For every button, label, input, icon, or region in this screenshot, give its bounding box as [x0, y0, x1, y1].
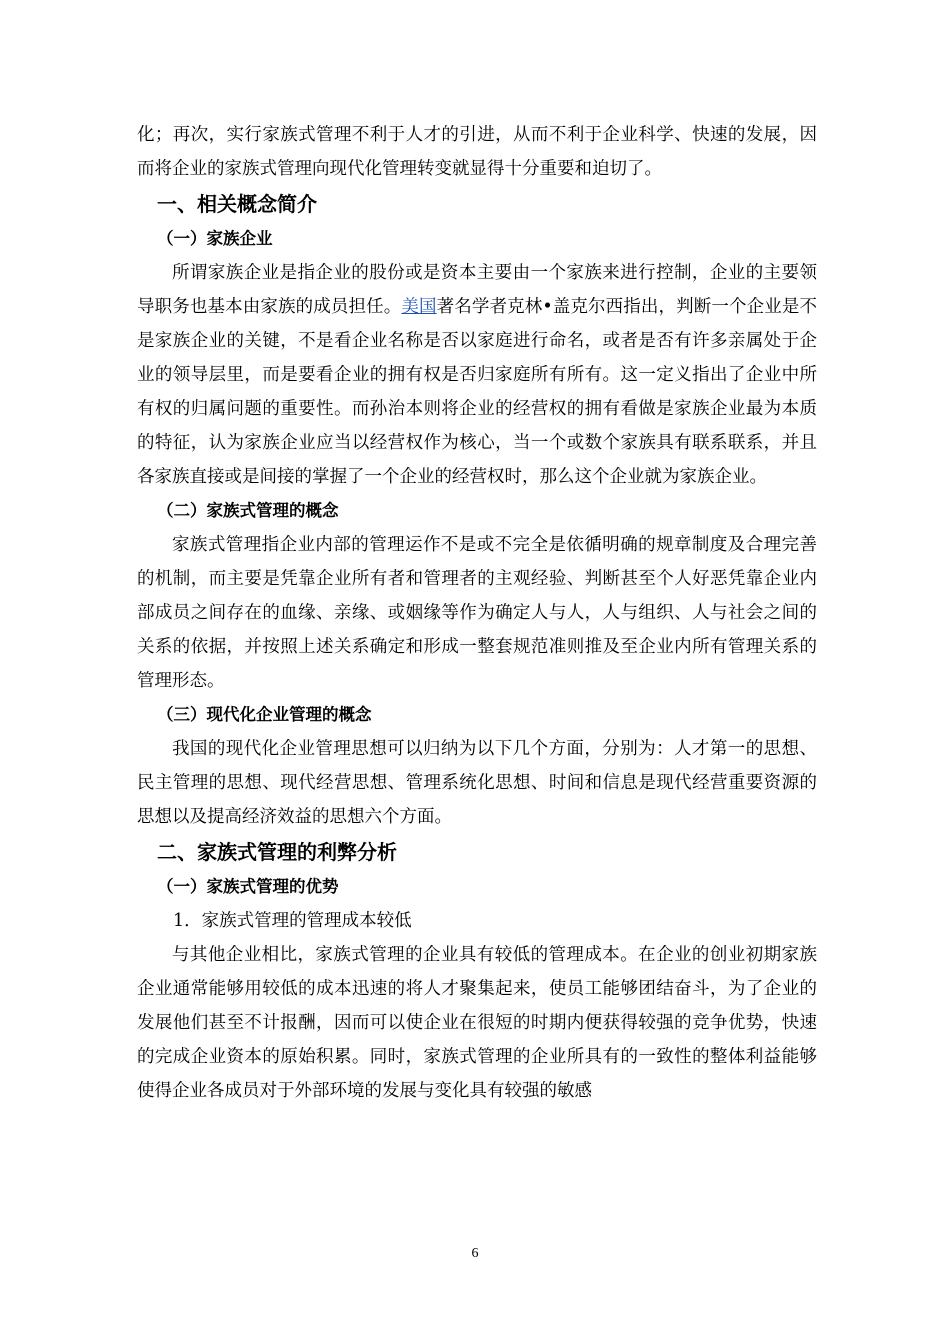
subsection-heading-family-management: （二）家族式管理的概念 [157, 501, 339, 520]
section-heading-pros-cons: 二、家族式管理的利弊分析 [157, 840, 397, 864]
page-number: 6 [471, 1246, 479, 1261]
paragraph-family-management: 家族式管理指企业内部的管理运作不是或不完全是依循明确的规章制度及合理完善的机制，而主要是凭靠企业所有者和管理者的主观经验、判断甚至个人好恶凭靠企业内部成员之间存在的血缘、亲缘、或姻缘等作为确定人与人，人与组织、人与社会之间的关系的依据，并按照上述关系确定和形成一整套规范准则推及至企业内所有管理关系的管理形态。 [137, 535, 817, 691]
document-body [137, 118, 817, 1108]
paragraph-text-before-link: 所谓家族企业是指企业的股份或是资本主要由一个家族来进行控制，企业的主要领导职务也基本由家族的成员担任。 [137, 263, 817, 317]
paragraph-low-cost: 与其他企业相比，家族式管理的企业具有较低的管理成本。在企业的创业初期家族企业通常能够用较低的成本迅速的将人才聚集起来，使员工能够团结奋斗，为了企业的发展他们甚至不计报酬，因而可以使企业在很短的时期内便获得较强的竞争优势，快速的完成企业资本的原始积累。同时，家族式管理的企业所具有的一致性的整体利益能够使得企业各成员对于外部环境的发展与变化具有较强的敏感 [137, 945, 817, 1101]
subsection-heading-advantages: （一）家族式管理的优势 [157, 877, 339, 896]
usa-link[interactable]: 美国 [401, 297, 437, 317]
subsection-heading-family-enterprise: （一）家族企业 [157, 229, 273, 248]
item-heading-low-cost: 1．家族式管理的管理成本较低 [173, 911, 412, 931]
paragraph-family-enterprise [137, 256, 817, 494]
section-heading-concepts: 一、相关概念简介 [157, 192, 317, 216]
paragraph-modern-management: 我国的现代化企业管理思想可以归纳为以下几个方面，分别为：人才第一的思想、民主管理的思想、现代经营思想、管理系统化思想、时间和信息是现代经营重要资源的思想以及提高经济效益的思想六个方面。 [137, 739, 817, 827]
subsection-heading-modern-management: （三）现代化企业管理的概念 [157, 705, 372, 724]
continued-paragraph: 化；再次，实行家族式管理不利于人才的引进，从而不利于企业科学、快速的发展，因而将企业的家族式管理向现代化管理转变就显得十分重要和迫切了。 [137, 125, 817, 179]
paragraph-text-after-link: 著名学者克林•盖克尔西指出，判断一个企业是不是家族企业的关键，不是看企业名称是否以家庭进行命名，或者是否有许多亲属处于企业的领导层里，而是要看企业的拥有权是否归家庭所有所有。这一定义指出了企业中所有权的归属问题的重要性。而孙治本则将企业的经营权的拥有看做是家族企业最为本质的特征，认为家族企业应当以经营权作为核心，当一个或数个家族具有联系联系，并且各家族直接或是间接的掌握了一个企业的经营权时，那么这个企业就为家族企业。 [137, 297, 817, 487]
